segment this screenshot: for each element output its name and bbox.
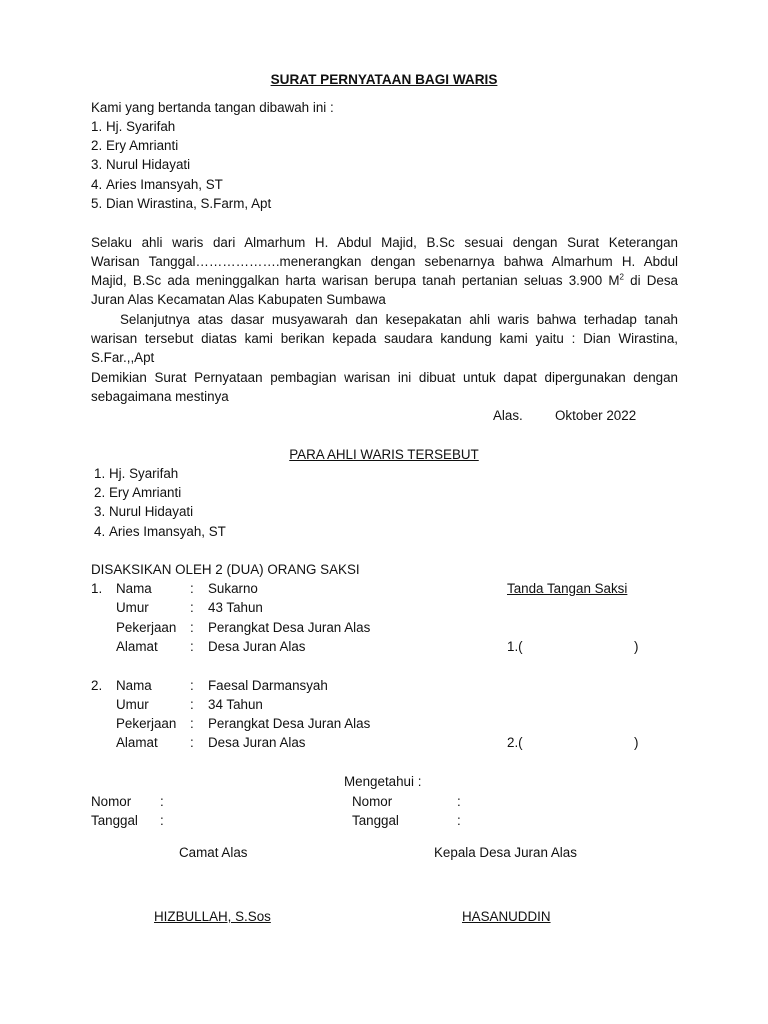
- nomor-label-right: Nomor: [352, 794, 393, 809]
- signer-item: [91, 119, 175, 135]
- field-colon: :: [160, 794, 164, 809]
- signer-number: 2.: [91, 138, 103, 153]
- field-colon: :: [190, 697, 194, 712]
- witness-age: 43 Tahun: [208, 600, 263, 615]
- heirs-heading: PARA AHLI WARIS TERSEBUT: [289, 447, 479, 462]
- signature-heading: Tanda Tangan Saksi: [507, 581, 628, 596]
- heir-item: [94, 466, 178, 482]
- heir-item: [94, 504, 193, 520]
- signer-item: [91, 196, 271, 212]
- official-name-right: HASANUDDIN: [462, 909, 551, 924]
- witness-name: Faesal Darmansyah: [208, 678, 328, 693]
- signer-number: 1.: [91, 119, 103, 134]
- signer-name: Nurul Hidayati: [106, 157, 191, 172]
- signer-item: [91, 138, 178, 154]
- signature-slot-close: ): [634, 735, 639, 750]
- witness-address: Desa Juran Alas: [208, 639, 306, 654]
- paragraph-line: Warisan Tanggal……………….menerangkan dengan sebenarnya bahwa Almarhum H. Abdul: [91, 254, 678, 269]
- paragraph-text: di Desa: [624, 273, 679, 288]
- signer-name: Dian Wirastina, S.Farm, Apt: [106, 196, 272, 211]
- field-colon: :: [190, 735, 194, 750]
- heir-number: 1.: [94, 466, 106, 481]
- paragraph-line: Selaku ahli waris dari Almarhum H. Abdul Majid, B.Sc sesuai dengan Surat Keterangan: [91, 235, 678, 250]
- heir-name: Aries Imansyah, ST: [109, 524, 226, 539]
- signer-number: 5.: [91, 196, 103, 211]
- witness-number: 2.: [91, 678, 103, 693]
- field-colon: :: [457, 813, 461, 828]
- heir-name: Hj. Syarifah: [109, 466, 179, 481]
- field-label-umur: Umur: [116, 697, 149, 712]
- tanggal-label-left: Tanggal: [91, 813, 138, 828]
- signer-name: Aries Imansyah, ST: [106, 177, 223, 192]
- signer-name: Ery Amrianti: [106, 138, 179, 153]
- paragraph-line: S.Far.,,Apt: [91, 350, 155, 365]
- field-label-pekerjaan: Pekerjaan: [116, 620, 177, 635]
- witness-occupation: Perangkat Desa Juran Alas: [208, 620, 371, 635]
- signer-item: [91, 177, 223, 193]
- heir-number: 2.: [94, 485, 106, 500]
- field-colon: :: [190, 639, 194, 654]
- heir-name: Nurul Hidayati: [109, 504, 194, 519]
- nomor-label-left: Nomor: [91, 794, 132, 809]
- field-colon: :: [190, 581, 194, 596]
- field-colon: :: [457, 794, 461, 809]
- witness-heading: DISAKSIKAN OLEH 2 (DUA) ORANG SAKSI: [91, 562, 360, 577]
- heir-name: Ery Amrianti: [109, 485, 182, 500]
- field-colon: :: [190, 600, 194, 615]
- acknowledged-label: Mengetahui :: [344, 774, 422, 789]
- witness-number: 1.: [91, 581, 103, 596]
- paragraph-line: Selanjutnya atas dasar musyawarah dan kesepakatan ahli waris bahwa terhadap tanah: [120, 312, 678, 327]
- official-title-right: Kepala Desa Juran Alas: [434, 845, 577, 860]
- signer-number: 4.: [91, 177, 103, 192]
- signer-number: 3.: [91, 157, 103, 172]
- witness-address: Desa Juran Alas: [208, 735, 306, 750]
- official-name-left: HIZBULLAH, S.Sos: [154, 909, 271, 924]
- heir-item: [94, 524, 226, 540]
- signature-slot-close: ): [634, 639, 639, 654]
- witness-occupation: Perangkat Desa Juran Alas: [208, 716, 371, 731]
- paragraph-line: Demikian Surat Pernyataan pembagian warisan ini dibuat untuk dapat dipergunakan dengan: [91, 370, 678, 385]
- date: Oktober 2022: [555, 408, 637, 423]
- field-colon: :: [160, 813, 164, 828]
- field-colon: :: [190, 678, 194, 693]
- document-title: SURAT PERNYATAAN BAGI WARIS: [270, 72, 498, 87]
- paragraph-text: Majid, B.Sc ada meninggalkan harta warisan berupa tanah pertanian seluas 3.900 M: [91, 273, 620, 288]
- tanggal-label-right: Tanggal: [352, 813, 399, 828]
- field-label-nama: Nama: [116, 678, 152, 693]
- paragraph-line: [91, 273, 678, 289]
- field-label-alamat: Alamat: [116, 639, 158, 654]
- field-label-alamat: Alamat: [116, 735, 158, 750]
- intro-text: Kami yang bertanda tangan dibawah ini :: [91, 100, 334, 115]
- witness-name: Sukarno: [208, 581, 258, 596]
- field-label-pekerjaan: Pekerjaan: [116, 716, 177, 731]
- heir-item: [94, 485, 181, 501]
- signature-slot-open: 1.(: [507, 639, 523, 654]
- signer-name: Hj. Syarifah: [106, 119, 176, 134]
- field-colon: :: [190, 716, 194, 731]
- witness-age: 34 Tahun: [208, 697, 263, 712]
- superscript: 2: [619, 272, 624, 282]
- heir-number: 4.: [94, 524, 106, 539]
- paragraph-line: sebagaimana mestinya: [91, 389, 229, 404]
- field-label-umur: Umur: [116, 600, 149, 615]
- signer-item: [91, 157, 190, 173]
- paragraph-line: warisan tersebut diatas kami berikan kepada saudara kandung kami yaitu : Dian Wirastina,: [91, 331, 678, 346]
- official-title-left: Camat Alas: [179, 845, 248, 860]
- signature-slot-open: 2.(: [507, 735, 523, 750]
- field-colon: :: [190, 620, 194, 635]
- heir-number: 3.: [94, 504, 106, 519]
- field-label-nama: Nama: [116, 581, 152, 596]
- place: Alas.: [493, 408, 523, 423]
- paragraph-line: Juran Alas Kecamatan Alas Kabupaten Sumbawa: [91, 292, 386, 307]
